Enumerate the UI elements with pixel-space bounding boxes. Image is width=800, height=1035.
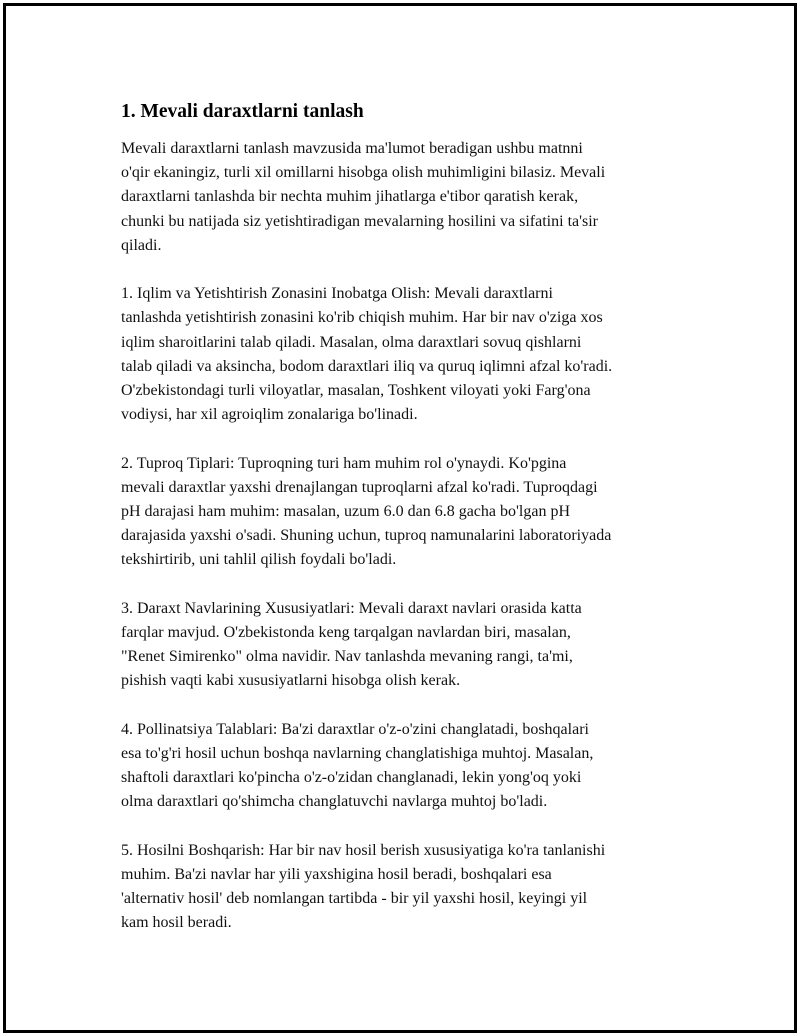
paragraph-intro: Mevali daraxtlarni tanlash mavzusida ma'lumot beradigan ushbu matnni o'qir ekaningiz, turli xil omillarni hisobga olish muhimligini bilasiz. Mevali daraxtlarni tanlashda bir nechta muhim jihatlarga e'tibor qaratish kerak, chunki bu natijada siz yetishtiradigan mevalarning hosilini va sifatini ta'sir qiladi. <box>121 140 606 254</box>
document-title: 1. Mevali daraxtlarni tanlash <box>121 101 364 122</box>
paragraph-pollination: 4. Pollinatsiya Talablari: Ba'zi daraxtlar o'z-o'zini changlatadi, boshqalari esa to'g'ri hosil uchun boshqa navlarning changlatishiga muhtoj. Masalan, shaftoli daraxtlari ko'pincha o'z-o'zidan changlanadi, lekin yong'oq yoki olma daraxtlari qo'shimcha changlatuvchi navlarga muhtoj bo'ladi. <box>121 720 594 811</box>
paragraph-soil: 2. Tuproq Tiplari: Tuproqning turi ham muhim rol o'ynaydi. Ko'pgina mevali daraxtlar yaxshi drenajlangan tuproqlarni afzal ko'radi. Tuproqdagi pH darajasi ham muhim: masalan, uzum 6.0 dan 6.8 gacha bo'lgan pH darajasida yaxshi o'sadi. Shuning uchun, tuproq namunalarini laboratoriyada tekshirtirib, uni tahlil qilish foydali bo'ladi. <box>121 454 612 569</box>
paragraph-climate: 1. Iqlim va Yetishtirish Zonasini Inobatga Olish: Mevali daraxtlarni tanlashda yetishtirish zonasini ko'rib chiqish muhim. Har bir nav o'ziga xos iqlim sharoitlarini talab qiladi. Masalan, olma daraxtlari sovuq qishlarni talab qiladi va aksincha, bodom daraxtlari iliq va quruq iqlimni afzal ko'radi. O'zbekistondagi turli viloyatlar, masalan, Toshkent viloyati yoki Farg'ona vodiysi, har xil agroiqlim zonalariga bo'linadi. <box>121 285 613 424</box>
page-frame <box>3 3 797 1033</box>
document-body <box>121 99 696 960</box>
paragraph-varieties: 3. Daraxt Navlarining Xususiyatlari: Mevali daraxt navlari orasida katta farqlar mavjud. O'zbekistonda keng tarqalgan navlardan biri, masalan, "Renet Simirenko" olma navidir. Nav tanlashda mevaning rangi, ta'mi, pishish vaqti kabi xususiyatlarni hisobga olish kerak. <box>121 599 582 690</box>
paragraph-yield: 5. Hosilni Boshqarish: Har bir nav hosil berish xususiyatiga ko'ra tanlanishi muhim. Ba'zi navlar har yili yaxshigina hosil beradi, boshqalari esa 'alternativ hosil' deb nomlangan tartibda - bir yil yaxshi hosil, keyingi yil kam hosil beradi. <box>121 841 606 932</box>
